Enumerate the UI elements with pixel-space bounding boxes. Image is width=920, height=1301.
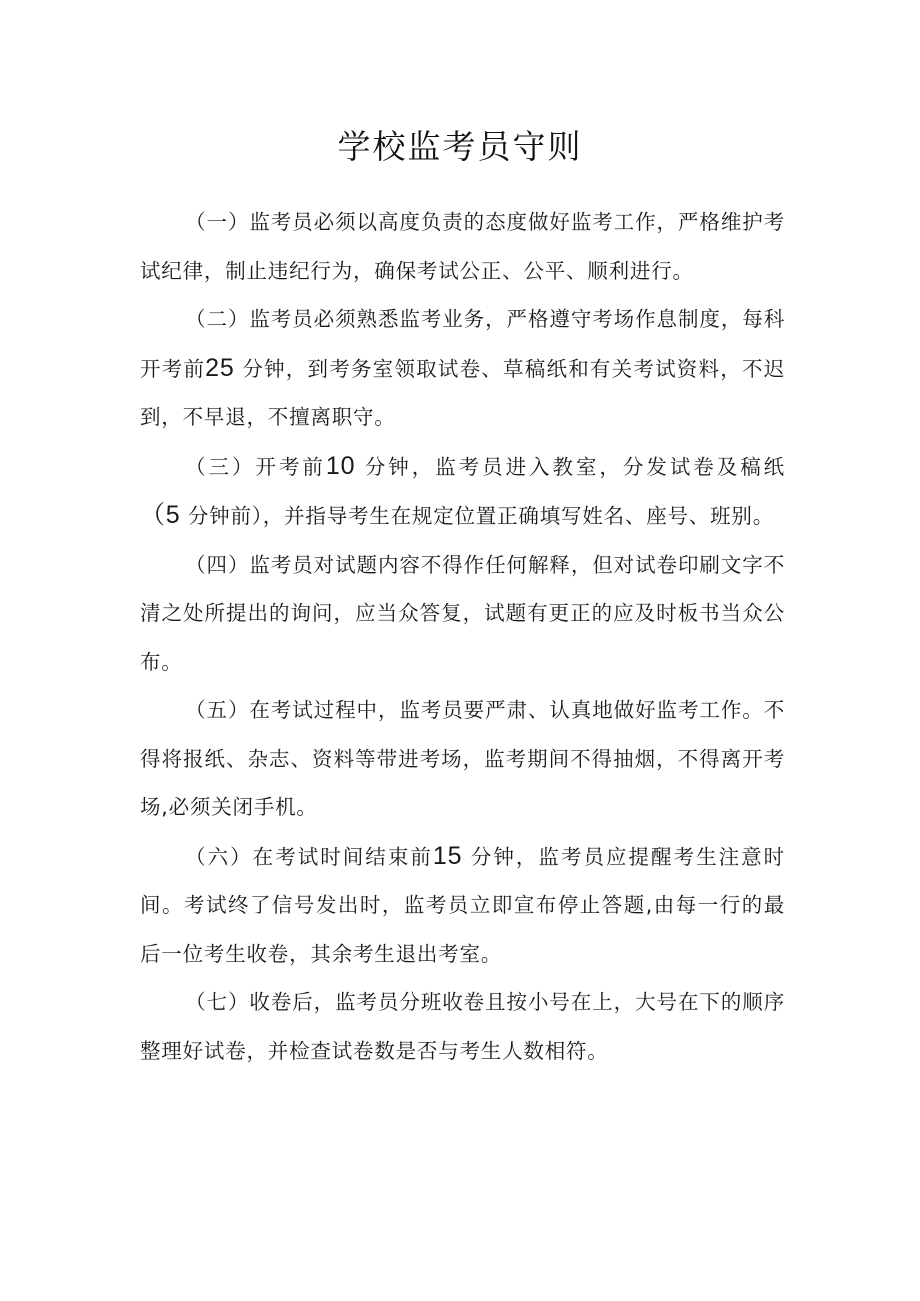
paragraph-text: （四）监考员对试题内容不得作任何解释，但对试卷印刷文字不清之处所提出的询问，应当众答复，试题有更正的应及时板书当众公布。 [140,552,785,674]
paragraph-text: （一）监考员必须以高度负责的态度做好监考工作，严格维护考试纪律，制止违纪行为，确保考试公正、公平、顺利进行。 [140,210,785,283]
paragraph-number: 10 [325,451,356,480]
rule-paragraph-2 [140,295,785,442]
document-body [140,198,785,1075]
document-title: 学校监考员守则 [337,127,583,166]
rule-paragraph-5 [140,686,785,832]
rule-paragraph-1 [140,198,785,295]
paragraph-text: （二）监考员必须熟悉监考业务，严格遵守考场作息制度，每科开考前 [140,307,785,381]
rule-paragraph-4 [140,541,785,687]
paragraph-text: （七）收卷后，监考员分班收卷且按小号在上，大号在下的顺序整理好试卷，并检查试卷数是否与考生人数相符。 [140,990,785,1063]
paragraph-text: （三）开考前 [185,454,326,479]
paragraph-number: 25 [205,353,235,382]
rule-paragraph-3 [140,442,785,541]
paragraph-text: 分钟，到考务室领取试卷、草稿纸和有关考试资料，不迟到，不早退，不擅离职守。 [140,356,785,429]
paragraph-text: 分钟，监考员进入教室，分发试卷及稿纸 [364,454,785,479]
paragraph-text: 分钟，监考员应提醒考生注意时间。考试终了信号发出时，监考员立即宣布停止答题,由每一行的最后一位考生收卷，其余考生退出考室。 [140,844,785,966]
rule-paragraph-6 [140,832,785,979]
paragraph-number: （5 [140,501,181,529]
paragraph-text: 分钟前），并指导考生在规定位置正确填写姓名、座号、班别。 [187,504,774,528]
paragraph-number: 15 [432,841,463,870]
rule-paragraph-7 [140,978,785,1075]
paragraph-text: （六）在考试时间结束前 [185,844,433,869]
paragraph-text: （五）在考试过程中，监考员要严肃、认真地做好监考工作。不得将报纸、杂志、资料等带进考场，监考期间不得抽烟，不得离开考场,必须关闭手机。 [140,698,785,819]
